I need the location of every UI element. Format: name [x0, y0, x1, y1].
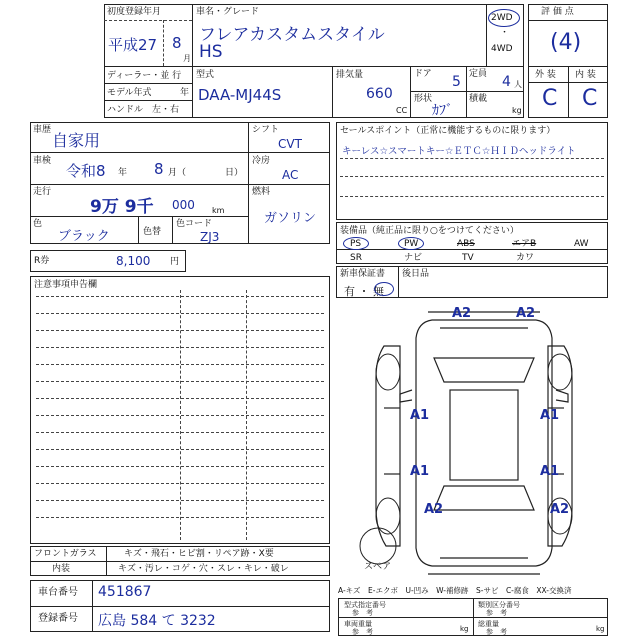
fuel-value: ガソリン: [264, 211, 317, 226]
mileage-label: 走行: [33, 187, 52, 197]
sales-points-line1: キーレス☆スマートキー☆ＥＴＣ☆ＨＩＤヘッドライト: [342, 146, 576, 157]
color-code-value: ZJ3: [200, 230, 220, 244]
handle-label: ハンドル 左・右: [107, 105, 180, 115]
damage-rear-right: A2: [550, 502, 570, 517]
inspection-month-unit: 月（: [168, 168, 187, 178]
color-value: ブラック: [58, 229, 110, 244]
shift-label: シフト: [252, 125, 280, 135]
model-code: DAA-MJ44S: [198, 86, 282, 104]
damage-left-rear-door: A1: [410, 464, 430, 479]
capacity-unit: 人: [514, 80, 522, 89]
shift-value: CVT: [278, 137, 302, 151]
name-grade-label: 車名・グレード: [196, 7, 260, 17]
warranty-value: 有 ・ 無: [344, 285, 384, 298]
car-name: フレアカスタムスタイル: [199, 25, 385, 45]
shape-value: ｶﾌﾞ: [432, 103, 453, 119]
notes-divider: [180, 290, 181, 540]
aircon-value: AC: [282, 168, 299, 182]
rating-label: 評 価 点: [541, 7, 574, 17]
damage-front-left: A2: [452, 306, 472, 321]
shape-label: 形状: [414, 94, 433, 104]
color-code-label: 色コード: [176, 219, 213, 229]
damage-left-front-door: A1: [410, 408, 430, 423]
recycle-unit: 円: [170, 257, 180, 267]
total-weight-sub: 参 考: [486, 628, 507, 636]
windshield-label: フロントガラス: [34, 549, 97, 559]
kg-unit: kg: [512, 106, 522, 115]
drive-2wd: 2WD: [491, 13, 513, 23]
aircon-label: 冷房: [252, 156, 271, 166]
windshield-value: キズ・飛石・ヒビ割・リペア跡・X要: [124, 549, 274, 559]
km-unit: km: [212, 206, 225, 215]
load-label: 積載: [469, 94, 488, 104]
reg-value: 広島 584 て 3232: [98, 613, 216, 629]
damage-front-right: A2: [516, 306, 536, 321]
interior-label: 内 装: [575, 70, 596, 80]
warranty-label: 新車保証書: [340, 269, 386, 279]
equip-abs: ABS: [457, 239, 475, 249]
repaint-label: 色替: [143, 227, 162, 237]
usage-value: 自家用: [52, 131, 101, 150]
recycle-block: [30, 250, 186, 272]
equip-sr: SR: [350, 253, 362, 263]
chassis-value: 451867: [98, 584, 152, 600]
year-unit: 年: [180, 88, 190, 98]
equipment-label: 装備品（純正品に限り○をつけてください）: [340, 226, 519, 236]
car-grade: HS: [199, 42, 223, 62]
inspection-month: 8: [154, 160, 164, 178]
spare-label: スペア: [364, 562, 392, 572]
inspection-label: 車検: [33, 156, 52, 166]
damage-code-legend: A-キズ E-エクボ U-凹み W-補修跡 S-サビ C-腐食 XX-交換済: [338, 586, 572, 595]
damage-right-front-door: A1: [540, 408, 560, 423]
door-label: ドア: [414, 69, 432, 79]
sales-points-label: セールスポイント（正常に機能するものに限ります）: [340, 126, 556, 136]
inspection-day-unit: 日）: [225, 168, 244, 178]
total-weight-label: 総重量: [478, 620, 499, 628]
rating-value: (4): [550, 30, 582, 55]
recycle-label: R券: [34, 256, 50, 266]
class-ref-label: 類別区分番号: [478, 601, 520, 609]
class-ref-sub: 参 考: [486, 609, 507, 617]
equip-leather: カワ: [516, 253, 535, 263]
first-reg-label: 初度登録年月: [107, 7, 162, 17]
inspection-era: 令和8: [66, 162, 106, 180]
drive-4wd: 4WD: [491, 44, 513, 54]
equip-pw: PW: [404, 239, 419, 249]
damage-rear-left: A2: [424, 502, 444, 517]
recycle-value: 8,100: [116, 254, 151, 268]
weight-label: 車両重量: [344, 620, 372, 628]
capacity-label: 定員: [469, 69, 488, 79]
equip-airbag: エアB: [512, 239, 537, 249]
warranty-circle: [374, 282, 394, 296]
exterior-value: C: [542, 86, 558, 111]
usage-label: 車歴: [33, 125, 52, 135]
damage-right-rear-door: A1: [540, 464, 560, 479]
inspection-year-unit: 年: [118, 168, 128, 178]
color-label: 色: [33, 219, 43, 229]
cc-unit: CC: [396, 106, 408, 115]
first-reg-era-year: 平成27: [108, 36, 158, 54]
notes-label: 注意事項申告欄: [34, 280, 98, 290]
model-year-label: モデル年式: [107, 88, 152, 98]
drive-dot: ・: [500, 28, 510, 38]
equip-navi: ナビ: [404, 253, 423, 263]
dealer-label: ディーラー・並 行: [107, 71, 182, 81]
door-value: 5: [452, 74, 461, 90]
notes-divider: [246, 290, 247, 540]
backorder-label: 後日品: [402, 269, 430, 279]
bottom-interior-label: 内装: [52, 564, 71, 574]
weight-sub: 参 考: [352, 628, 373, 636]
total-weight-unit: kg: [596, 625, 605, 633]
equip-aw: AW: [574, 239, 589, 249]
interior-value: C: [582, 86, 598, 111]
month-unit: 月: [183, 54, 191, 63]
bottom-interior-value: キズ・汚レ・コゲ・穴・スレ・キレ・破レ: [118, 564, 289, 574]
chassis-label: 車台番号: [38, 587, 78, 598]
sales-points-block: [336, 122, 608, 220]
weight-unit: kg: [460, 625, 469, 633]
car-diagram: [340, 298, 608, 580]
reg-label: 登録番号: [38, 613, 78, 624]
mileage-value: 9万 9千: [90, 197, 154, 217]
equip-ps: PS: [350, 239, 362, 249]
type-label: 型式: [196, 70, 215, 80]
fuel-label: 燃料: [252, 187, 271, 197]
type-ref-sub: 参 考: [352, 609, 373, 617]
exterior-label: 外 装: [535, 70, 556, 80]
first-reg-month: 8: [172, 34, 182, 52]
capacity-value: 4: [502, 74, 511, 90]
displacement-label: 排気量: [336, 70, 364, 80]
mileage-tail: 000: [172, 198, 195, 212]
equip-tv: TV: [462, 253, 474, 263]
type-ref-label: 型式指定番号: [344, 601, 386, 609]
displacement-value: 660: [366, 86, 393, 102]
